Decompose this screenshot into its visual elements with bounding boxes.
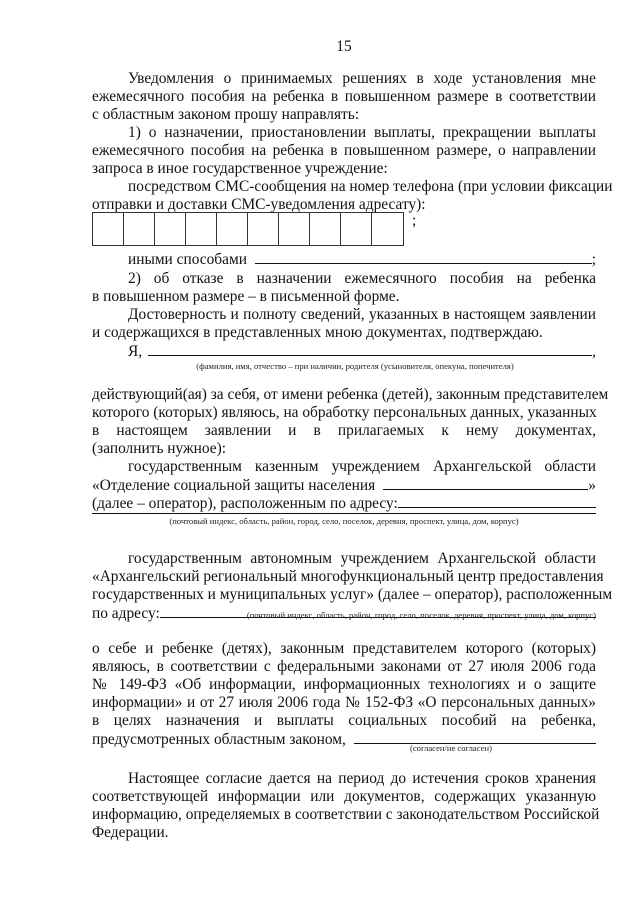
p6-line-3: в настоящем заявлении и в прилагаемых к нему документах, — [92, 422, 596, 439]
p8-line-1: государственным автономным учреждением Архангельской области — [128, 550, 596, 567]
name-line — [128, 342, 596, 361]
p7-address-label: (далее – оператор), расположенным по адресу: — [92, 495, 398, 512]
name-hint: (фамилия, имя, отчество – при наличии, родителя (усыновителя, опекуна, попечителя) — [196, 361, 514, 371]
phone-cell[interactable] — [217, 213, 248, 245]
p6-line-1: действующий(ая) за себя, от имени ребенка (детей), законным представителем — [92, 386, 609, 403]
p2-line-3: запроса в иное государственное учреждение: — [92, 160, 388, 177]
p8-line-3: государственных и муниципальных услуг» (далее – оператор), расположенным — [92, 586, 613, 603]
p2-line-2: ежемесячного пособия на ребенка в повышенном размере, о направлении — [92, 142, 596, 159]
other-ways-field[interactable] — [255, 250, 592, 264]
address-hint-2: (почтовый индекс, область, район, город, село, поселок, деревня, проспект, улица, дом, корпус) — [246, 610, 596, 620]
p10-line-4: Федерации. — [92, 824, 169, 841]
p6-line-2: которого (которых) являюсь, на обработку персональных данных, указанных — [92, 404, 597, 421]
p9-line-3: № 149-ФЗ «Об информации, информационных технологиях и о защите — [92, 676, 596, 693]
name-field[interactable] — [148, 342, 592, 356]
p4-line-1: 2) об отказе в назначении ежемесячного пособия на ребенка — [128, 270, 596, 287]
address-field-1[interactable] — [398, 494, 596, 508]
p9-law-label: предусмотренных областным законом, — [92, 731, 346, 748]
phone-cell[interactable] — [279, 213, 310, 245]
address-field-2[interactable] — [92, 513, 596, 514]
p7-line-3 — [92, 494, 596, 513]
p9-line-1: о себе и ребенке (детях), законным представителем которого (которых) — [92, 640, 596, 657]
other-ways-semicolon: ; — [591, 251, 596, 268]
other-ways-label: иными способами — [128, 251, 247, 268]
phone-cell[interactable] — [372, 213, 403, 245]
p10-line-1: Настоящее согласие дается на период до истечения сроков хранения — [128, 770, 596, 787]
p9-line-5: в целях назначения и выплаты социальных пособий на ребенка, — [92, 712, 596, 729]
phone-cell[interactable] — [341, 213, 372, 245]
p8-line-2: «Архангельский региональный многофункциональный центр предоставления — [92, 568, 604, 585]
p10-line-2: соответствующей информации или документов, содержащих указанную — [92, 788, 596, 805]
phone-semicolon: ; — [412, 212, 417, 229]
p7-close-quote: » — [588, 477, 596, 494]
phone-cell[interactable] — [186, 213, 217, 245]
p5-line-2: и содержащихся в представленных мною документах, подтверждаю. — [92, 324, 543, 341]
p1-line-3: с областным законом прошу направлять: — [92, 106, 360, 123]
page-number: 15 — [336, 38, 352, 55]
phone-cell[interactable] — [124, 213, 155, 245]
phone-number-cells[interactable] — [92, 212, 404, 246]
p4-line-2: в повышенном размере – в письменной форме. — [92, 288, 400, 305]
phone-cell[interactable] — [93, 213, 124, 245]
p1-line-2: ежемесячного пособия на ребенка в повышенном размере в соответствии — [92, 88, 596, 105]
name-comma: , — [592, 343, 596, 360]
office-name-field[interactable] — [383, 476, 588, 490]
p9-line-4: информации» и от 27 июля 2006 года № 152-ФЗ «О персональных данных» — [92, 694, 596, 711]
phone-cell[interactable] — [310, 213, 341, 245]
p7-line-1: государственным казенным учреждением Архангельской области — [128, 458, 596, 475]
address-hint-1: (почтовый индекс, область, район, город, село, поселок, деревня, проспект, улица, дом, корпус) — [169, 516, 519, 526]
p10-line-3: информацию, определяемых в соответствии с законодательством Российской — [92, 806, 600, 823]
p7-office-label: «Отделение социальной защиты населения — [92, 477, 376, 494]
ya-label: Я, — [128, 343, 143, 360]
p7-line-2 — [92, 476, 596, 495]
p6-line-4: (заполнить нужное): — [92, 440, 227, 457]
p2-line-1: 1) о назначении, приостановлении выплаты, прекращении выплаты — [128, 124, 596, 141]
p3-line-2: отправки и доставки СМС-уведомления адресату): — [92, 196, 426, 213]
other-ways-line — [128, 250, 596, 269]
phone-cell[interactable] — [155, 213, 186, 245]
p3-line-1: посредством СМС-сообщения на номер телефона (при условии фиксации — [128, 178, 613, 195]
consent-hint: (согласен/не согласен) — [410, 743, 492, 753]
p1-line-1: Уведомления о принимаемых решениях в ходе установления мне — [128, 70, 596, 87]
p8-address-label: по адресу: — [92, 605, 160, 622]
phone-cell[interactable] — [248, 213, 279, 245]
consent-field[interactable] — [354, 730, 596, 744]
p5-line-1: Достоверность и полноту сведений, указанных в настоящем заявлении — [128, 306, 596, 323]
p9-line-2: являюсь, в соответствии с федеральными законами от 27 июля 2006 года — [92, 658, 596, 675]
